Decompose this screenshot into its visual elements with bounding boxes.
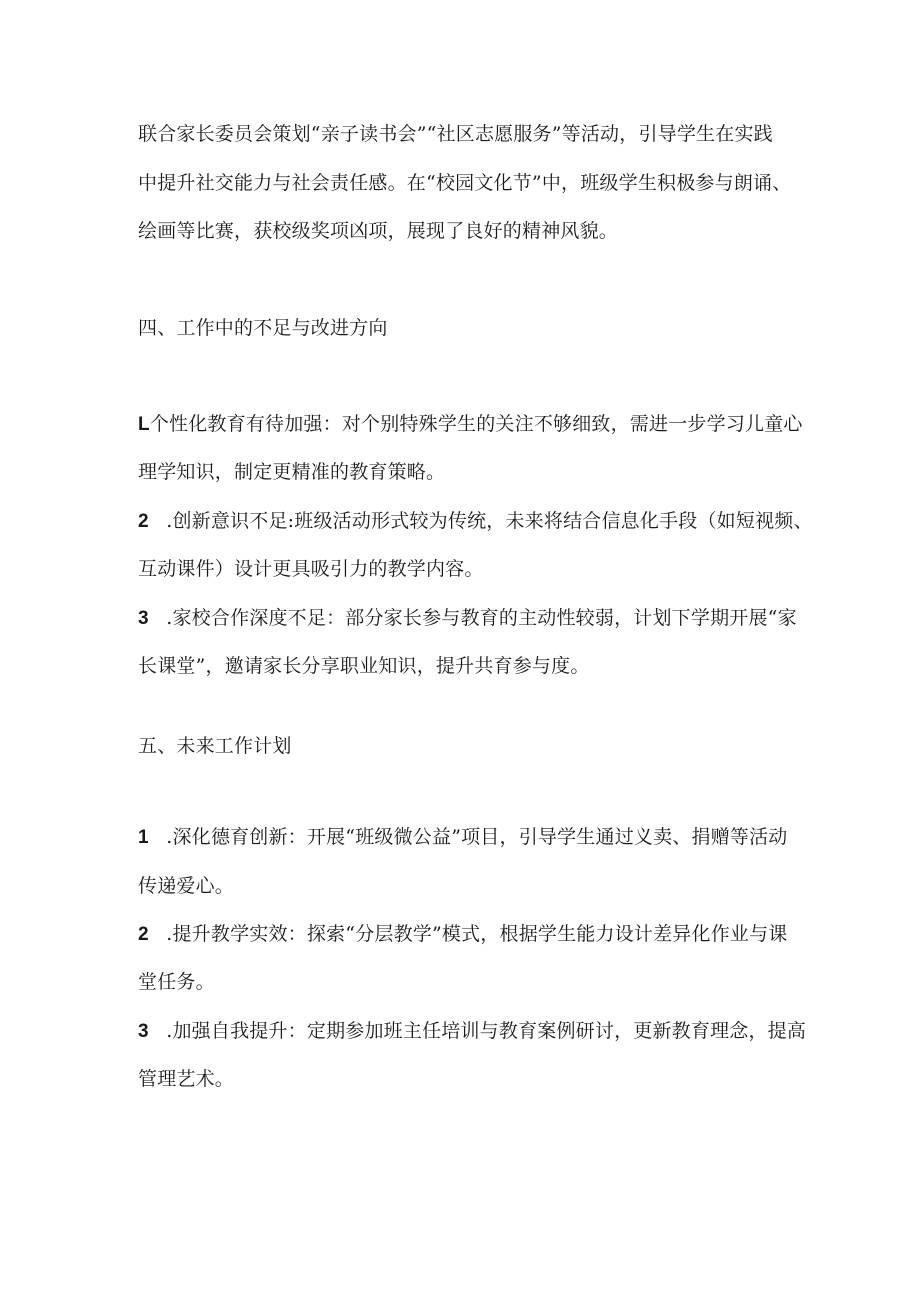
section-4-heading: 四、工作中的不足与改进方向 — [138, 317, 388, 339]
item-text: .家校合作深度不足：部分家长参与教育的主动性较弱，计划下学期开展“家 — [160, 607, 797, 629]
section-4-item-2-line-2: 互动课件）设计更具吸引力的教学内容。 — [138, 558, 484, 580]
item-text: .提升教学实效：探索“分层教学”模式，根据学生能力设计差异化作业与课 — [160, 923, 788, 945]
section-4-item-3-line-2: 长课堂”，邀请家长分享职业知识，提升共育参与度。 — [138, 655, 590, 677]
item-text: .深化德育创新：开展“班级微公益”项目，引导学生通过义卖、捐赠等活动 — [160, 826, 788, 848]
item-number: 3 — [138, 1021, 149, 1042]
section-5-item-2-line-2: 堂任务。 — [138, 971, 215, 993]
section-5-item-2-line-1 — [138, 922, 798, 947]
section-5-item-3-line-1 — [138, 1019, 807, 1044]
item-number: L — [138, 414, 150, 435]
section-4-item-1-line-2: 理学知识，制定更精准的教育策略。 — [138, 461, 446, 483]
section-5-heading: 五、未来工作计划 — [138, 735, 292, 757]
intro-line-1: 联合家长委员会策划“亲子读书会”“社区志愿服务”等活动，引导学生在实践 — [138, 123, 773, 145]
section-4-item-1-line-1 — [138, 412, 803, 437]
section-4-item-3-line-1 — [138, 606, 798, 631]
section-5-item-1-line-1 — [138, 825, 798, 850]
item-number: 2 — [138, 924, 149, 945]
item-text: .加强自我提升：定期参加班主任培训与教育案例研讨，更新教育理念，提高 — [160, 1020, 807, 1042]
section-5-item-3-line-2: 管理艺术。 — [138, 1068, 235, 1090]
section-5-item-1-line-2: 传递爱心。 — [138, 875, 235, 897]
item-number: 2 — [138, 511, 149, 532]
intro-line-3: 绘画等比赛，获校级奖项凶项，展现了良好的精神风貌。 — [138, 220, 619, 242]
item-number: 3 — [138, 608, 149, 629]
item-number: 1 — [138, 827, 149, 848]
item-text: .创新意识不足:班级活动形式较为传统，未来将结合信息化手段（如短视频、 — [160, 510, 813, 532]
item-text: 个性化教育有待加强：对个别特殊学生的关注不够细致，需进一步学习儿童心 — [149, 413, 803, 435]
section-4-item-2-line-1 — [138, 509, 813, 534]
intro-line-2: 中提升社交能力与社会责任感。在“校园文化节”中，班级学生积极参与朗诵、 — [138, 172, 792, 194]
